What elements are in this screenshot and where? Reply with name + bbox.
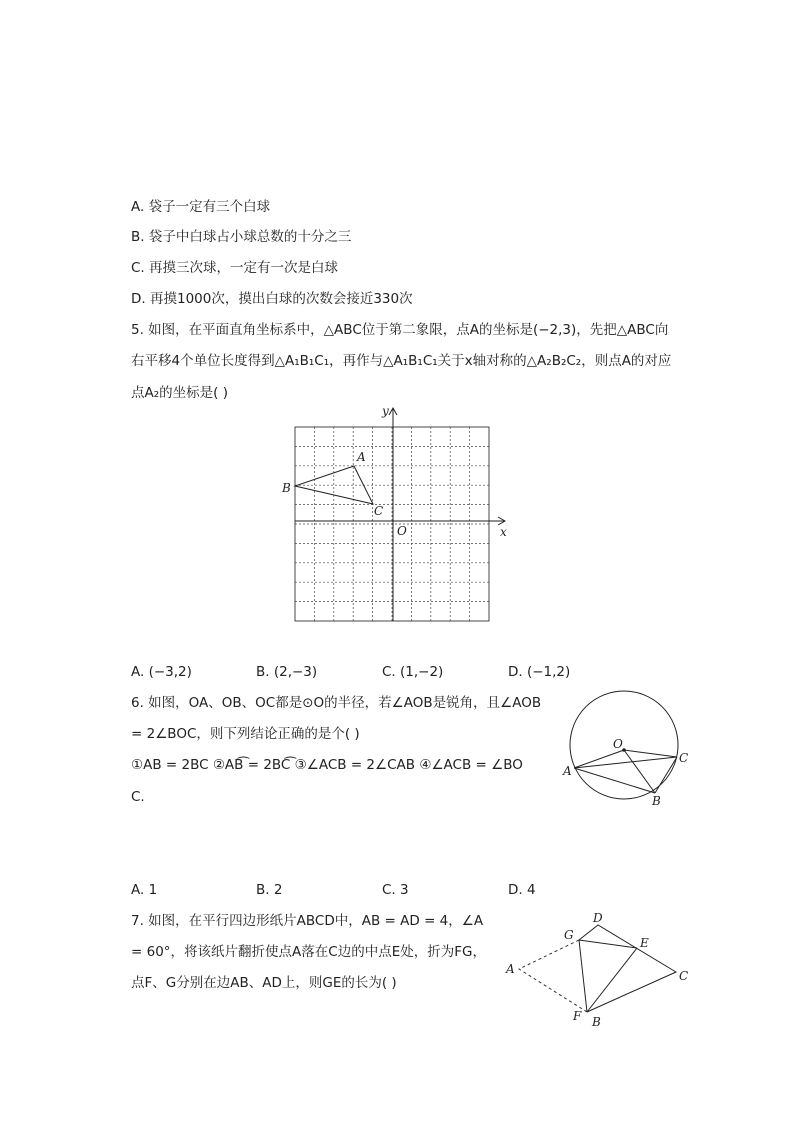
q6-circle-figure — [560, 690, 700, 808]
q6-label-c: C — [679, 751, 689, 765]
q7-dashed-folded-corner — [519, 940, 587, 1012]
q5-label-a: A — [357, 450, 366, 464]
q5-option-d: D. (−1,2) — [508, 664, 571, 680]
q4-option-b: B. 袋子中白球占小球总数的十分之三 — [131, 229, 352, 245]
q7-segment-fe — [587, 948, 637, 1012]
q7-label-f: F — [573, 1009, 582, 1023]
q5-label-y: y — [382, 404, 389, 418]
q5-stem-line-2: 右平移4个单位长度得到△A₁B₁C₁，再作与△A₁B₁C₁关于x轴对称的△A₂B₂C₂，则点A的对应 — [131, 353, 672, 369]
q6-label-b: B — [652, 794, 661, 808]
q7-label-c: C — [679, 969, 689, 983]
q7-fold-line-fg — [579, 940, 587, 1012]
q4-option-c: C. 再摸三次球，一定有一次是白球 — [131, 260, 339, 276]
q7-parallelogram-figure — [500, 905, 690, 1030]
q6-label-a: A — [563, 764, 572, 778]
q7-label-b: B — [592, 1015, 601, 1029]
q7-stem-line-1: 7. 如图，在平行四边形纸片ABCD中，AB = AD = 4，∠A — [131, 913, 484, 929]
q5-option-c: C. (1,−2) — [382, 664, 444, 680]
q6-label-o: O — [613, 737, 623, 751]
q5-label-b: B — [282, 481, 291, 495]
q5-stem-line-3: 点A₂的坐标是( ) — [131, 385, 228, 401]
q6-chord-bc — [655, 757, 677, 793]
q7-stem-line-3: 点F、G分别在边AB、AD上，则GE的长为( ) — [131, 975, 397, 991]
q5-grid — [295, 427, 489, 621]
q5-coordinate-figure — [280, 402, 520, 632]
q6-radius-ob — [624, 750, 655, 793]
q5-option-b: B. (2,−3) — [256, 664, 318, 680]
q7-label-g: G — [564, 928, 574, 942]
q4-option-d: D. 再摸1000次，摸出白球的次数会接近330次 — [131, 291, 413, 307]
q6-stem-line-3: ①AB = 2BC ②AB͡ = 2BC͡ ③∠ACB = 2∠CAB ④∠ACB = ∠BO — [131, 757, 523, 773]
q6-stem-line-2: = 2∠BOC，则下列结论正确的是个( ) — [131, 726, 360, 742]
q7-stem-line-2: = 60°，将该纸片翻折使点A落在C边的中点E处，折为FG， — [131, 944, 486, 960]
q4-option-a: A. 袋子一定有三个白球 — [131, 199, 271, 215]
q6-option-d: D. 4 — [508, 882, 536, 898]
q6-stem-line-4: C. — [131, 789, 145, 805]
q5-stem-line-1: 5. 如图，在平面直角坐标系中，△ABC位于第二象限，点A的坐标是(−2,3)，先把△ABC向 — [131, 322, 669, 338]
q7-label-e: E — [640, 936, 649, 950]
q6-stem-line-1: 6. 如图，OA、OB、OC都是⊙O的半径，若∠AOB是锐角，且∠AOB — [131, 695, 542, 711]
q7-segment-ge — [579, 940, 637, 948]
q6-radius-oc — [624, 750, 677, 757]
q5-option-a: A. (−3,2) — [131, 664, 192, 680]
q7-label-d: D — [593, 911, 603, 925]
q7-remaining-sides — [579, 925, 676, 1012]
q5-label-x: x — [500, 525, 507, 539]
q7-label-a: A — [506, 962, 515, 976]
q6-option-a: A. 1 — [131, 882, 158, 898]
q5-label-c: C — [374, 504, 384, 518]
q6-option-b: B. 2 — [256, 882, 283, 898]
q6-chord-ab — [574, 768, 655, 793]
q5-label-o: O — [397, 524, 407, 538]
q6-option-c: C. 3 — [382, 882, 409, 898]
